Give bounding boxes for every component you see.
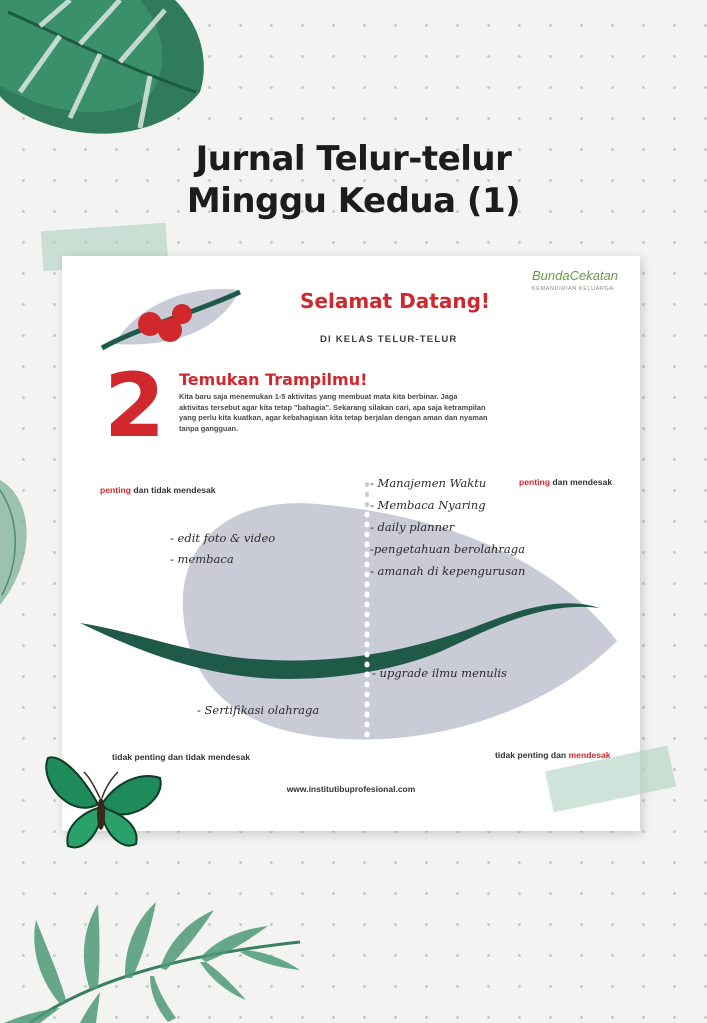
note-item: - membaca (170, 552, 234, 566)
note-item: - amanah di kepengurusan (370, 564, 526, 578)
page-title (0, 138, 707, 222)
page-title-line2: Minggu Kedua (1) (186, 181, 521, 221)
brand-logo: BundaCekatan (532, 268, 619, 283)
card-subheading: DI KELAS TELUR-TELUR (320, 334, 458, 345)
quadrant-label-bottom-left: tidak penting dan tidak mendesak (112, 752, 251, 762)
step-number: 2 (104, 354, 166, 457)
section-body: Kita baru saja menemukan 1-5 aktivitas yang membuat mata kita berbinar. Jaga aktivitas tersebut agar kita tetap "bahagia". Sekarang silakan cari, apa saja ketrampilan yang perlu kita kuatkan, agar kebahagiaan kita tetap berjalan dengan aman dan nyaman tanpa gangguan. (179, 392, 488, 433)
notes-bottom-right (372, 666, 507, 680)
note-item: - Sertifikasi olahraga (197, 703, 320, 717)
quadrant-label-top-right: penting dan mendesak (519, 477, 613, 487)
side-leaf-icon (0, 470, 40, 610)
note-item: - daily planner (370, 520, 455, 534)
notes-top-right (370, 476, 525, 578)
notes-bottom-left (197, 703, 319, 717)
palm-leaf-icon (0, 900, 320, 1023)
note-item: - Manajemen Waktu (370, 476, 487, 490)
footer-url: www.institutibuprofesional.com (286, 784, 416, 794)
butterfly-icon (40, 742, 170, 860)
note-item: - edit foto & video (170, 531, 276, 545)
red-berry-icon (172, 304, 192, 324)
page-title-line1: Jurnal Telur-telur (195, 139, 512, 179)
card-heading: Selamat Datang! (300, 289, 491, 313)
section-title: Temukan Trampilmu! (179, 370, 368, 389)
note-item: - upgrade ilmu menulis (372, 666, 507, 680)
quadrant-label-top-left: penting dan tidak mendesak (100, 485, 216, 495)
notes-top-left (170, 531, 275, 566)
brand-tagline: KEMANDIRIAN KELUARGA (532, 286, 614, 292)
note-item: - Membaca Nyaring (370, 498, 486, 512)
monstera-leaf-icon (0, 0, 230, 150)
note-item: -pengetahuan berolahraga (370, 542, 525, 556)
quadrant-label-bottom-right: tidak penting dan mendesak (495, 750, 611, 760)
